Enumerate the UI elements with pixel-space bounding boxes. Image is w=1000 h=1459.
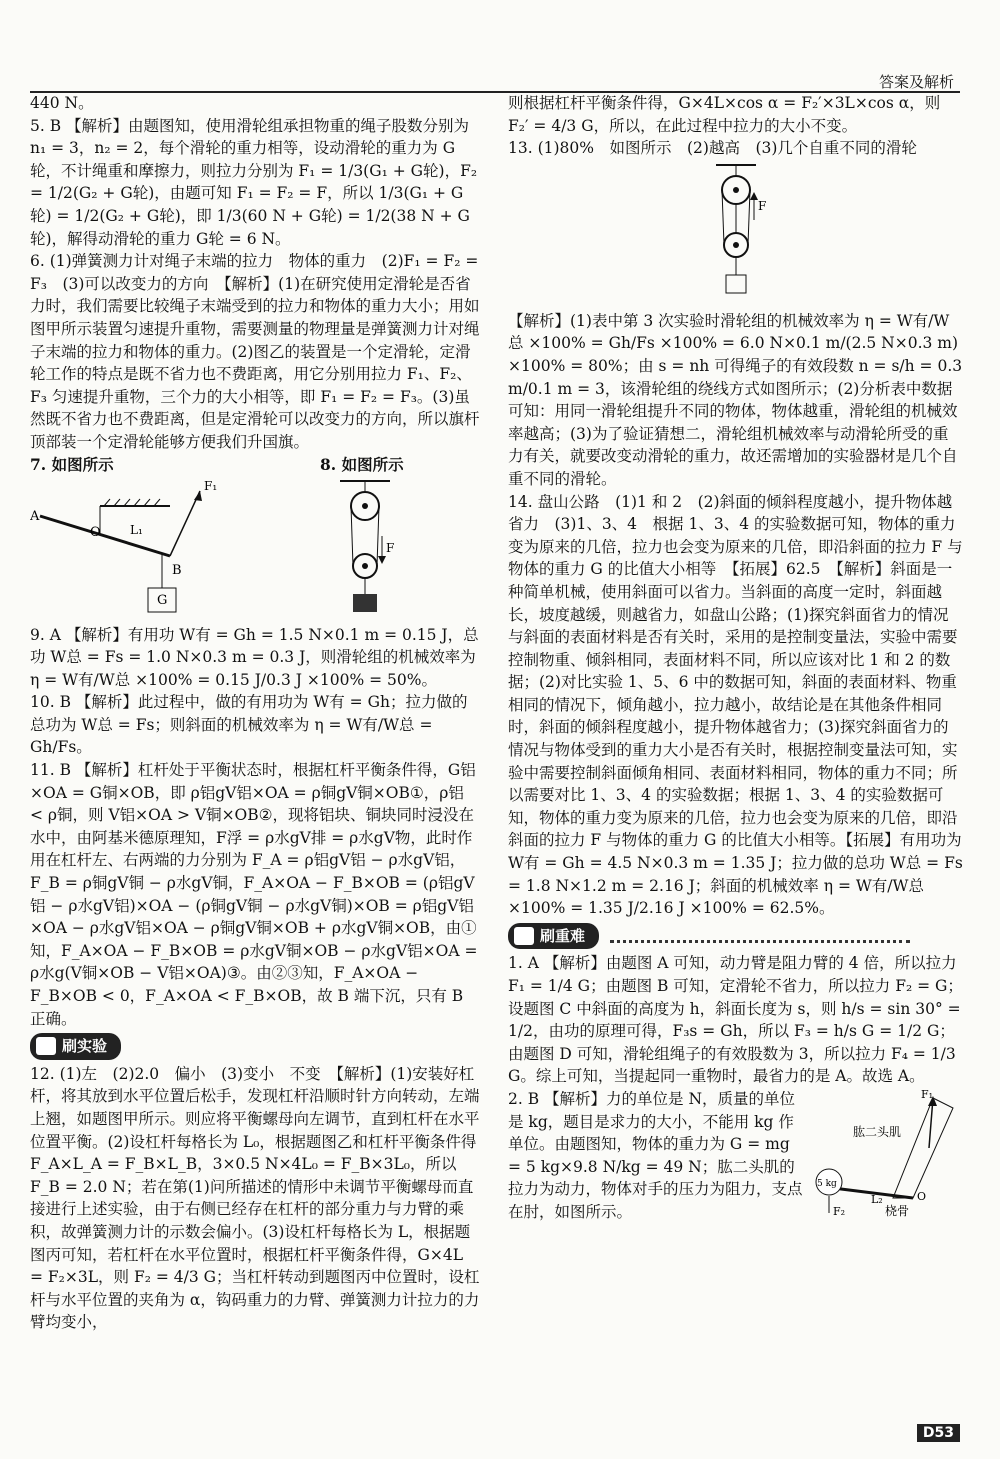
answer-9: 9. A 【解析】有用功 W有 = Gh = 1.5 N×0.1 m = 0.15 J，总功 W总 = Fs = 1.0 N×0.3 m = 0.3 J，则滑轮组的机械效率为 η = W有/W总 ×100% = 0.15 J/0.3 J ×100% = 50%。: [30, 625, 479, 689]
answer-12: 12. (1)左 (2)2.0 偏小 (3)变小 不变 【解析】(1)安装好杠杆，将其放到水平位置后松手，发现杠杆沿顺时针方向转动，左端上翘，如题图甲所示。则应将平衡螺母向左调节，直到杠杆在水平位置平衡。(2)设杠杆每格长为 L₀，根据题图乙和杠杆平衡条件得 F_A×L_A = F_B×L_B，3×0.5 N×4L₀ = F_B×3L₀，所以 F_B = 2.0 N；若在第(1)问所描述的情形中未调节平衡螺母而直接进行上述实验，由于右侧已经存在杠杆的部分重力与力臂的乘积，故弹簧测力计的示数会偏小。(3)设杠杆每格长为 L，根据题图丙可知，若杠杆在水平位置时，根据杠杆平衡条件得，G×4L = F₂×3L，则 F₂ = 4/3 G；当杠杆转动到题图丙中位置时，设杠杆与水平位置的夹角为 α，钩码重力的力臂、弹簧测力计拉力的力臂均变小，: [30, 1064, 480, 1332]
pulley-diagram-8: [320, 476, 440, 616]
answer-13: 13. (1)80% 如图所示 (2)越高 (3)几个自重不同的滑轮: [508, 139, 917, 158]
page-number: D53: [917, 1424, 960, 1442]
section-hard-row: [508, 920, 963, 953]
label-biceps: 肱二头肌: [853, 1124, 902, 1139]
dotted-rule: [610, 940, 910, 943]
answer-10: 10. B 【解析】此过程中，做的有用功为 W有 = Gh；拉力做的总功为 W总 = Fs；则斜面的机械效率为 η = W有/W总 = Gh/Fs。: [30, 693, 468, 757]
section-badge-hard: [508, 923, 599, 950]
answer-14: 14. 盘山公路 (1)1 和 2 (2)斜面的倾斜程度越小，提升物体越省力 (3)1、3、4 根据 1、3、4 的实验数据可知，物体的重力变为原来的几倍，拉力也会变为原来的几倍，即沿斜面的拉力 F 与物体的重力 G 的比值大小相等 【拓展】62.5 【解析】斜面是一种简单机械，使用斜面可以省力。当斜面的高度一定时，斜面越长，坡度越缓，则越省力，如盘山公路；(1)探究斜面省力的情况与斜面的表面材料是否有关时，采用的是控制变量法，实验中需要控制物重、倾斜相同，表面材料不同，所以应该对比 1 和 2 的数据；(2)对比实验 1、5、6 中的数据可知，斜面的表面材料、物重相同的情况下，倾角越小，拉力越小，故结论是在其他条件相同时，斜面的倾斜程度越小，提升物体越省力；(3)探究斜面省力的情况与物体受到的重力大小是否有关时，根据控制变量法可知，实验中需要控制斜面倾角相同、表面材料相同，物体的重力不同；所以需要对比 1、3、4 的实验数据；根据 1、3、4 的实验数据可知，物体的重力变为原来的几倍，拉力也会变为原来的几倍，即沿斜面的拉力 F 与物体的重力 G 的比值大小相等。【拓展】有用功为 W有 = Gh = 4.5 N×0.3 m = 1.35 J；拉力做的总功 W总 = Fs = 1.8 N×1.2 m = 2.16 J；斜面的机械效率 η = W有/W总 ×100% = 1.35 J/2.16 J ×100% = 62.5%。: [508, 492, 963, 918]
label-O-arm: O: [917, 1189, 927, 1203]
hard-2-row: [508, 1088, 963, 1224]
figure-7: [30, 454, 220, 623]
figure-8: [320, 454, 480, 623]
answer-11: 11. B 【解析】杠杆处于平衡状态时，根据杠杆平衡条件得，G铝×OA = G铜×OB，即 ρ铝gV铝×OA = ρ铜gV铜×OB①，ρ铝 < ρ铜，则 V铝×OA > V铜×OB②，现将铝块、铜块同时浸没在水中，由阿基米德原理知，F浮 = ρ水gV排 = ρ水gV物，此时作用在杠杆左、右两端的力分别为 F_A = ρ铝gV铝 − ρ水gV铝，F_B = ρ铜gV铜 − ρ水gV铜，F_A×OA − F_B×OB = (ρ铝gV铝 − ρ水gV铝)×OA − (ρ铜gV铜 − ρ水gV铜)×OB = ρ铝gV铝×OA − ρ水gV铝×OA − ρ铜gV铜×OB + ρ水gV铜×OB，由①知，F_A×OA − F_B×OB = ρ水gV铜×OB − ρ水gV铝×OA = ρ水g(V铜×OB − V铝×OA)③。由②③知，F_A×OA − F_B×OB < 0，F_A×OA < F_B×OB，故 B 端下沉，只有 B 正确。: [30, 761, 478, 1028]
label-5kg: 5 kg: [817, 1178, 837, 1189]
label-F-13: F: [757, 198, 766, 213]
hard-answer-2: 2. B 【解析】力的单位是 N，质量的单位是 kg，题目是求力的大小，不能用 kg 作单位。由题图知，物体的重力为 G = mg = 5 kg×9.8 N/kg = 49 N；肱二头肌的拉力为动力，物体对手的压力为阻力，支点在肘，如图所示。: [508, 1089, 803, 1221]
answer-6: 6. (1)弹簧测力计对绳子末端的拉力 物体的重力 (2)F₁ = F₂ = F₃ (3)可以改变力的方向 【解析】(1)在研究使用定滑轮是否省力时，我们需要比较绳子末端受到的拉力和物体的重力大小；用如图甲所示装置匀速提升重物，需要测量的物理量是弹簧测力计对绳子末端的拉力和物体的重力。(2)图乙的装置是一个定滑轮，定滑轮工作的特点是既不省力也不费距离，用它分别用拉力 F₁、F₂、F₃ 匀速提升重物，三个力的大小相等，即 F₁ = F₂ = F₃。(3)虽然既不省力也不费距离，但是定滑轮可以改变力的方向，所以旗杆顶部装一个定滑轮能够方便我们升国旗。: [30, 252, 480, 451]
q8-label: 8. 如图所示: [320, 454, 404, 474]
badge-hard-label: 刷重难: [540, 926, 586, 945]
header-title: 答案及解析: [878, 73, 954, 91]
answer-12-cont: 则根据杠杆平衡条件得，G×4L×cos α = F₂′×3L×cos α，则 F₂′ = 4/3 G，所以，在此过程中拉力的大小不变。: [508, 94, 941, 135]
label-O: O: [90, 525, 101, 541]
analysis-13: 【解析】(1)表中第 3 次实验时滑轮组的机械效率为 η = W有/W总 ×100% = Gh/Fs ×100% = 6.0 N×0.1 m/(2.5 N×0.3 m) ×100% = 80%；由 s = nh 可得绳子的有效段数 n = s/h = 0.3 m/0.1 m = 3，该滑轮组的绕线方式如图所示；(2)分析表中数据可知：用同一滑轮组提升不同的物体，物体越重，滑轮组的机械效率越高；(3)为了验证猜想二，滑轮组机械效率与动滑轮所受的重力有关，就要改变动滑轮的重力，故还需增加的实验器材是几个自重不同的滑轮。: [508, 311, 963, 488]
book-icon: [36, 1037, 56, 1055]
label-F: F: [386, 541, 395, 556]
label-arm-F1: F₁: [921, 1087, 934, 1101]
lever-diagram: [30, 476, 220, 616]
label-radius: 桡骨: [885, 1203, 910, 1218]
answer-5: 5. B 【解析】由题图知，使用滑轮组承担物重的绳子股数分别为 n₁ = 3，n₂ = 2，每个滑轮的重力相等，设动滑轮的重力为 G轮，不计绳重和摩擦力，则拉力分别为 F₁ = 1/3(G₁ + G轮)，F₂ = 1/2(G₂ + G轮)，由题可知 F₁ = F₂ = F，所以 1/3(G₁ + G轮) = 1/2(G₂ + G轮)，即 1/3(60 N + G轮) = 1/2(38 N + G轮)，解得动滑轮的重力 G轮 = 6 N。: [30, 116, 478, 248]
arm-diagram: [813, 1088, 963, 1218]
label-B: B: [172, 563, 182, 579]
label-F1: F₁: [204, 479, 218, 494]
label-F2: F₂: [833, 1204, 846, 1218]
label-A: A: [30, 509, 40, 525]
label-G: G: [157, 593, 168, 609]
figure-13: [508, 160, 963, 310]
badge-exp-label: 刷实验: [62, 1037, 108, 1056]
hard-answer-1: 1. A 【解析】由题图 A 可知，动力臂是阻力臂的 4 倍，所以拉力 F₁ = 1/4 G；由题图 B 可知，定滑轮不省力，所以拉力 F₂ = G；设题图 C 中斜面的高度为 h，斜面长度为 s，则 h/s = sin 30° = 1/2，由功的原理可得，F₃s = Gh，所以 F₃ = h/s G = 1/2 G；由题图 D 可知，滑轮组绳子的有效股数为 3，所以拉力 F₄ = 1/3 G。综上可知，当提起同一重物时，最省力的是 A。故选 A。: [508, 954, 963, 1086]
book-icon: [514, 927, 534, 945]
figures-7-8: [30, 454, 480, 624]
label-L1: L₁: [130, 523, 143, 538]
q7-label: 7. 如图所示: [30, 454, 114, 474]
left-column: [30, 92, 480, 1334]
section-badge-experiment: [30, 1033, 121, 1060]
right-column: [508, 92, 963, 1224]
label-L2: L₂: [871, 1192, 883, 1206]
text-440: 440 N。: [30, 94, 94, 112]
pulley-diagram-13: [696, 160, 776, 308]
